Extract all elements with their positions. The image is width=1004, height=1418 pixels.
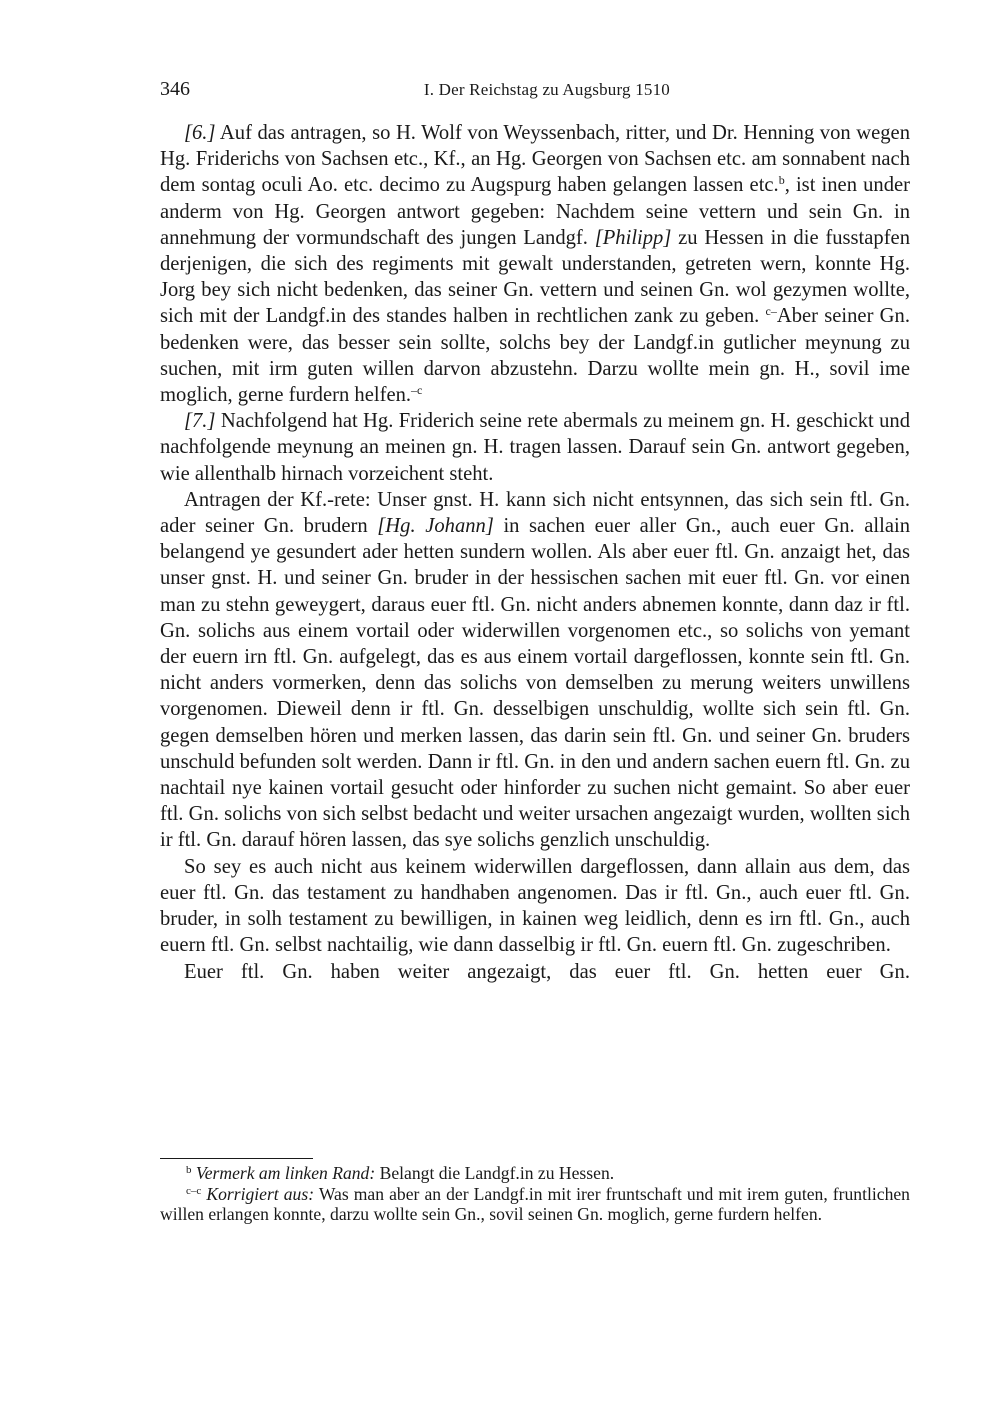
paragraph-text: Auf das antragen, so H. Wolf von Weyssenbach, ritter, und Dr. Henning von wegen Hg. Friderichs von Sachsen etc., Kf., an Hg. Georgen von Sachsen etc. am sonnabent nach dem sontag oculi Ao. etc. decimo zu Augspurg haben gelangen lassen etc.: [160, 122, 910, 197]
paragraph-text: Nachfolgend hat Hg. Friderich seine rete abermals zu meinem gn. H. geschickt und nachfolgende meynung an meinen gn. H. tragen lassen. Darauf sein Gn. antwort gegeben, wie allenthalb hirnach vorzeichent steht.: [160, 410, 910, 485]
paragraph-text: Antragen der Kf.-rete: Unser gnst. H. kann sich nicht entsynnen, das sich sein ftl. Gn. ader seiner Gn. brudern: [160, 488, 910, 538]
footnote-label: Vermerk am linken Rand:: [195, 1163, 376, 1183]
editorial-insert: [Philipp]: [594, 226, 672, 249]
paragraph-antragen: [160, 487, 910, 854]
section-marker: [7.]: [184, 410, 216, 433]
section-marker: [6.]: [184, 122, 216, 144]
footnote-ref-b: b: [778, 173, 785, 188]
footnote-mark: b: [186, 1164, 192, 1176]
footnote-b: [160, 1163, 910, 1184]
footnote-label: Korrigiert aus:: [206, 1183, 315, 1204]
paragraph-6: [160, 120, 910, 408]
paragraph-7: [160, 408, 910, 487]
paragraph-text: , ist inen under anderm von Hg. Georgen antwort gegeben: Nachdem seine vettern und sein Gn. in annehmung der vormundschaft des jungen Landgf.: [160, 174, 910, 249]
paragraph-so-sey: [160, 854, 910, 959]
footnote-ref-c-open: c–: [765, 304, 777, 319]
paragraph-text: zu Hessen in die fusstapfen derjenigen, die sich des regiments mit gewalt understanden, getreten wern, konnte Hg. Jorg bey sich nicht bedenken, das seiner Gn. vettern und seinen Gn. wol gezymen wollte, sich mit der Landgf.in des standes halben in rechtlichen zank zu geben.: [160, 226, 910, 328]
footnotes: [160, 1163, 910, 1225]
paragraph-text: in sachen euer aller Gn., auch euer Gn. allain belangend ye gesundert ader hetten sundern wollen. Als aber euer ftl. Gn. anzaigt het, das unser gnst. H. und seiner Gn. bruder in der hessischen sachen mit euer ftl. Gn. vor einen man zu stehn geweygert, daraus euer ftl. Gn. nicht anders abnemen konnte, dann daz ir ftl. Gn. solichs aus einem vortail oder widerwillen vorgenomen etc., so solichs von yemant der euern irn ftl. Gn. aufgelegt, das es aus einem vortail dargeflossen, konnte sein ftl. Gn. nicht anders vormerken, denn das solichs von demselben zu merung weiters unwillens vorgenomen. Dieweil denn ir ftl. Gn. desselbigen unschuldig, wollte sich sein ftl. Gn. gegen demselben hören und merken lassen, das darin sein ftl. Gn. und seiner Gn. bruders unschuld befunden solt werden. Dann ir ftl. Gn. in den und andern sachen euern ftl. Gn. zu nachtail nye kainen vortail gesucht oder hinforder zu suchen nicht gemaint. So aber euer ftl. Gn. solichs von sich selbst bedacht und weiter ursachen angezaigt wurden, wollten sich ir ftl. Gn. darauf hören lassen, das sye solichs genzlich unschuldig.: [160, 515, 910, 852]
paragraph-text: Euer ftl. Gn. haben weiter angezaigt, das euer ftl. Gn. hetten euer Gn.: [184, 960, 910, 983]
footnote-text: Was man aber an der Landgf.in mit irer fruntschaft und mit irem guten, fruntlichen willen erlangen konnte, darzu wollte sein Gn., sovil seinen Gn. moglich, gerne furdern helfen.: [160, 1183, 910, 1224]
footnote-text: Belangt die Landgf.in zu Hessen.: [375, 1163, 615, 1183]
page: [160, 78, 910, 985]
paragraph-text: So sey es auch nicht aus keinem widerwillen dargeflossen, dann allain aus dem, das euer ftl. Gn. das testament zu handhaben angenomen. Das ir ftl. Gn., auch euer ftl. Gn. bruder, in solh testament zu bewilligen, in kainen weg leidlich, denn es irn ftl. Gn., auch euern ftl. Gn. selbst nachtailig, wie dann dasselbig ir ftl. Gn. euern ftl. Gn. zugeschriben.: [160, 855, 910, 957]
editorial-insert: [Hg. Johann]: [377, 515, 494, 538]
footnote-rule: [160, 1158, 313, 1159]
footnote-mark: c–c: [186, 1184, 202, 1197]
main-text: [160, 120, 910, 985]
paragraph-text: Aber seiner Gn. bedenken were, das besser sein sollte, solchs bey der Landgf.in gutlicher meynung zu suchen, mit irm guten willen darvon abzustehn. Darzu wollte mein gn. H., sovil ime moglich, gerne furdern helfen.: [160, 305, 910, 407]
running-header: [160, 78, 910, 108]
running-title: I. Der Reichstag zu Augsburg 1510: [423, 80, 670, 99]
paragraph-euer: [160, 959, 910, 985]
footnote-ref-c-close: –c: [411, 383, 423, 398]
footnote-c: [160, 1184, 910, 1225]
page-number: 346: [160, 78, 190, 100]
